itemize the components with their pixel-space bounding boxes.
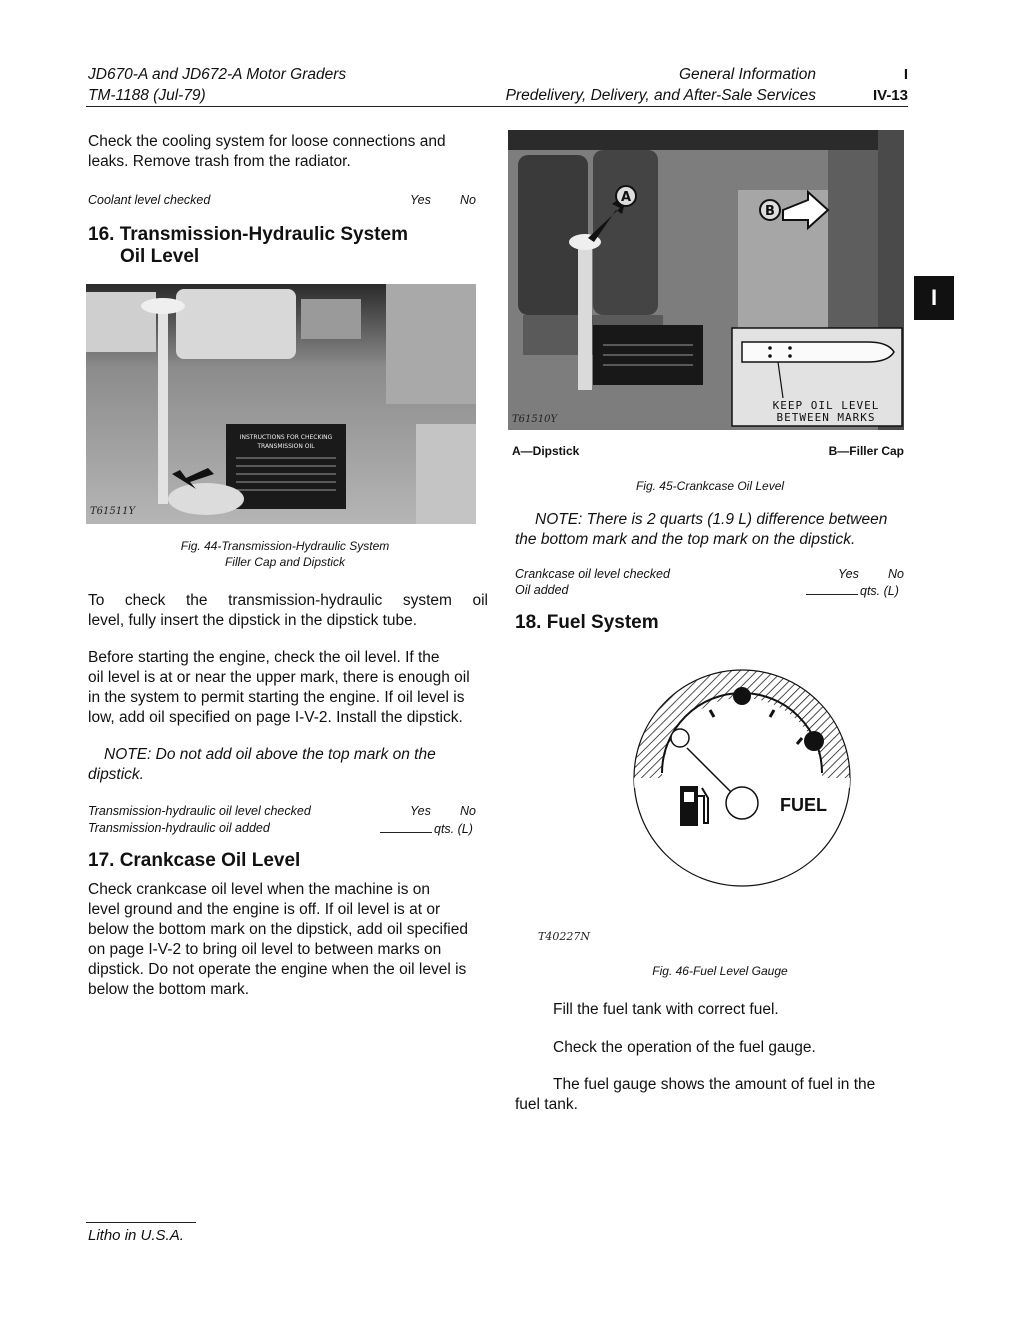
fig44-photo	[86, 284, 476, 524]
th-no-option: No	[460, 804, 476, 818]
svg-text:KEEP OIL LEVEL: KEEP OIL LEVEL	[772, 399, 880, 412]
svg-text:FUEL: FUEL	[780, 795, 827, 815]
gauge-full-marker	[804, 731, 824, 751]
th-yes-option: Yes	[410, 804, 431, 818]
cc-added-field: qts. (L)	[806, 582, 899, 599]
gauge-hub	[726, 787, 758, 819]
check-gauge-paragraph: Check the operation of the fuel gauge.	[553, 1039, 816, 1056]
fill-tank-paragraph: Fill the fuel tank with correct fuel.	[553, 1001, 779, 1018]
th-checked-label: Transmission-hydraulic oil level checked	[88, 804, 311, 818]
header-rule	[86, 106, 908, 107]
dipstick-paragraph: To check the transmission-hydraulic system oil level, fully insert the dipstick in the dipstick tube.	[88, 592, 488, 629]
gauge-half-marker	[733, 687, 751, 705]
coolant-yes-option: Yes	[410, 193, 431, 207]
gauge-empty-marker	[671, 729, 689, 747]
note-top-mark: NOTE: Do not add oil above the top mark on the dipstick.	[88, 746, 436, 783]
th-added-field: qts. (L)	[380, 820, 473, 837]
header-doc-title: JD670-A and JD672-A Motor Graders TM-1188 (Jul-79)	[88, 66, 347, 104]
svg-text:A: A	[620, 190, 632, 205]
fig44-caption: Fig. 44-Transmission-Hydraulic System Filler Cap and Dipstick	[180, 539, 390, 569]
coolant-check-label: Coolant level checked	[88, 193, 211, 207]
cooling-paragraph: Check the cooling system for loose connections and leaks. Remove trash from the radiator.	[88, 133, 446, 170]
cc-added-label: Oil added	[515, 583, 569, 597]
svg-text:B: B	[765, 204, 775, 219]
cc-no-option: No	[888, 567, 904, 581]
fig46-photo-number: T40227N	[538, 930, 590, 943]
fig45-photo	[508, 130, 904, 430]
crankcase-paragraph: Check crankcase oil level when the machine is on level ground and the engine is off. If oil level is at or below the bottom mark on the dipstick, add oil specified on page I-V-2 to bring oil level to between marks on dipstick. Do not operate the engine when the oil level is below the bottom mark.	[88, 881, 468, 998]
cc-yes-option: Yes	[838, 567, 859, 581]
svg-text:TRANSMISSION OIL: TRANSMISSION OIL	[257, 443, 315, 450]
coolant-no-option: No	[460, 193, 476, 207]
footer-rule	[86, 1222, 196, 1223]
cc-checked-label: Crankcase oil level checked	[515, 567, 670, 581]
fig44-illustration	[86, 284, 476, 524]
label-dipstick: A—Dipstick	[512, 444, 580, 458]
th-added-label: Transmission-hydraulic oil added	[88, 821, 270, 835]
fuel-gauge-illustration	[632, 668, 852, 888]
fig44-photo-number: T61511Y	[90, 506, 136, 517]
fig45-caption: Fig. 45-Crankcase Oil Level	[635, 479, 785, 493]
footer-litho: Litho in U.S.A.	[88, 1227, 184, 1244]
fuel-pump-icon	[680, 786, 708, 826]
label-filler-cap: B—Filler Cap	[828, 444, 904, 458]
header-page-number: I IV-13	[872, 66, 908, 104]
section-17-heading: 17. Crankcase Oil Level	[88, 850, 301, 871]
fig46-caption: Fig. 46-Fuel Level Gauge	[652, 964, 788, 978]
section-18-heading: 18. Fuel System	[515, 612, 659, 633]
section-tab: I	[914, 276, 954, 320]
note-two-quarts: NOTE: There is 2 quarts (1.9 L) difference between the bottom mark and the top mark on the dipstick.	[515, 511, 888, 548]
header-section-title: General Information Predelivery, Delivery, and After-Sale Services	[505, 66, 816, 104]
before-starting-paragraph: Before starting the engine, check the oil level. If the oil level is at or near the upper mark, there is enough oil in the system to permit starting the engine. If oil level is low, add oil specified on page I-V-2. Install the dipstick.	[88, 649, 470, 726]
svg-text:INSTRUCTIONS FOR CHECKING: INSTRUCTIONS FOR CHECKING	[239, 434, 333, 441]
svg-text:BETWEEN MARKS: BETWEEN MARKS	[776, 411, 876, 424]
section-16-heading: 16. Transmission-Hydraulic System Oil Level	[88, 224, 408, 267]
fig45-photo-number: T61510Y	[512, 414, 558, 425]
fuel-gauge-paragraph: The fuel gauge shows the amount of fuel in the fuel tank.	[515, 1076, 876, 1113]
fig46-fuel-gauge	[632, 668, 852, 888]
fig45-illustration	[508, 130, 904, 430]
